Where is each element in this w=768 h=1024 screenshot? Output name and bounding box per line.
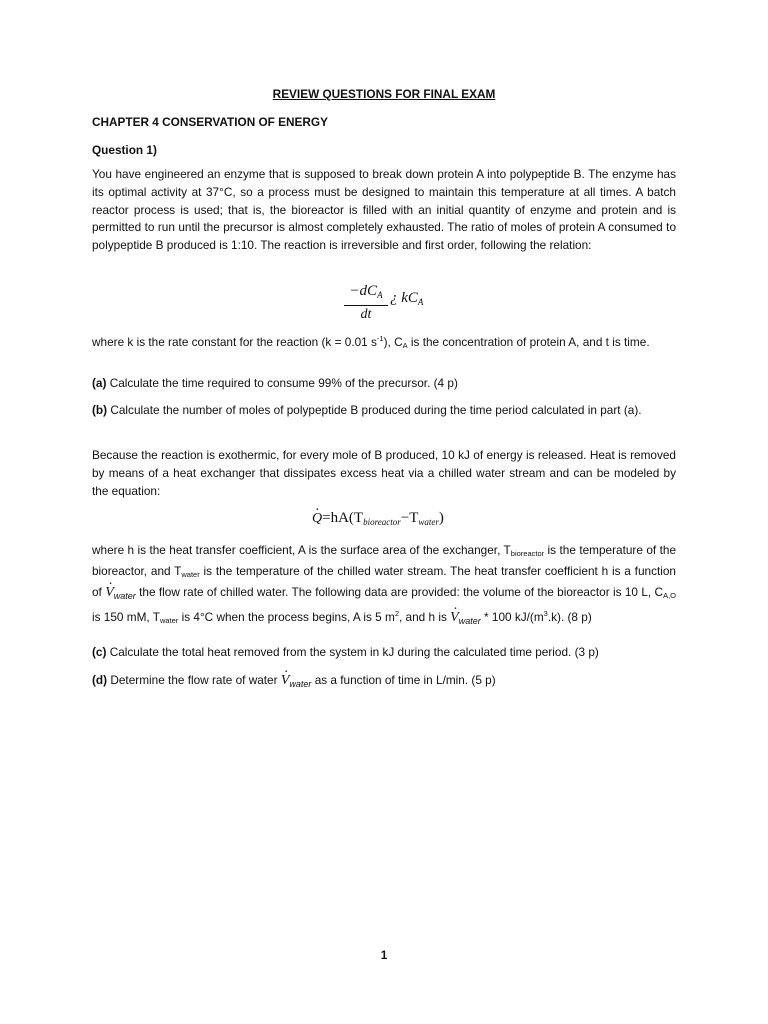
chapter-heading: CHAPTER 4 CONSERVATION OF ENERGY xyxy=(92,115,328,129)
fraction-denominator: dt xyxy=(360,307,372,322)
rate-rhs: ¿ $kC_A$ xyxy=(390,290,424,307)
rate-equation xyxy=(344,282,434,322)
part-d-question: (d) Determine the flow rate of water · $V_{water}$ as a function of time in L/min. (5 p) xyxy=(92,672,676,694)
part-c-question: (c) Calculate the total heat removed from the system in kJ during the calculated time period. (3 p) xyxy=(92,645,599,659)
document-title: REVIEW QUESTIONS FOR FINAL EXAM xyxy=(272,87,496,101)
heat-paragraph: Because the reaction is exothermic, for every mole of B produced, 10 kJ of energy is released. Heat is removed by means of a heat exchanger that dissipates excess heat via a chilled water stream and can be modeled by the equation: xyxy=(92,448,676,498)
part-b-question: (b) Calculate the number of moles of polypeptide B produced during the time period calculated in part (a). xyxy=(92,403,642,417)
page-content xyxy=(92,86,676,689)
parameters-paragraph: where h is the heat transfer coefficient, A is the surface area of the exchanger, $T_{bioreactor}$ is the temperature of the bioreactor, and $T_{water}$ is the temperature of the chilled water stream. The heat transfer coefficient h is a function of · $V_{water}$ the flow rate of chilled water. The following data are provided: the volume of the bioreactor is 10 L, $C_{A,O}$ is 150 mM, $T_{water}$ is 4°C when the process begins, A is 5 $m^2$, and h is · $V_{water} * 100$ $kJ/(m^3.k)$. (8 p) xyxy=(92,542,676,631)
fraction-numerator: $-dC_A$ xyxy=(344,282,388,306)
rate-fraction xyxy=(344,282,388,324)
heat-equation: · $Q=hA(T_{bioreactor}-T_{water})$ xyxy=(312,510,444,532)
rate-constant-paragraph: where k is the rate constant for the reaction (k = 0.01 $s^{-1}$), $C_A$ is the concentration of protein A, and t is time. xyxy=(92,334,650,350)
intro-paragraph: You have engineered an enzyme that is supposed to break down protein A into polypeptide B. The enzyme has its optimal activity at 37°C, so a process must be designed to maintain this temperature at all times. A batch reactor process is used; that is, the bioreactor is filled with an initial quantity of enzyme and protein and is permitted to run until the precursor is almost completely exhausted. The ratio of moles of protein A consumed to polypeptide B produced is 1:10. The reaction is irreversible and first order, following the relation: xyxy=(92,167,676,253)
page-number: 1 xyxy=(380,948,388,962)
part-a-question: (a) Calculate the time required to consume 99% of the precursor. (4 p) xyxy=(92,376,458,390)
question-heading: Question 1) xyxy=(92,143,157,157)
